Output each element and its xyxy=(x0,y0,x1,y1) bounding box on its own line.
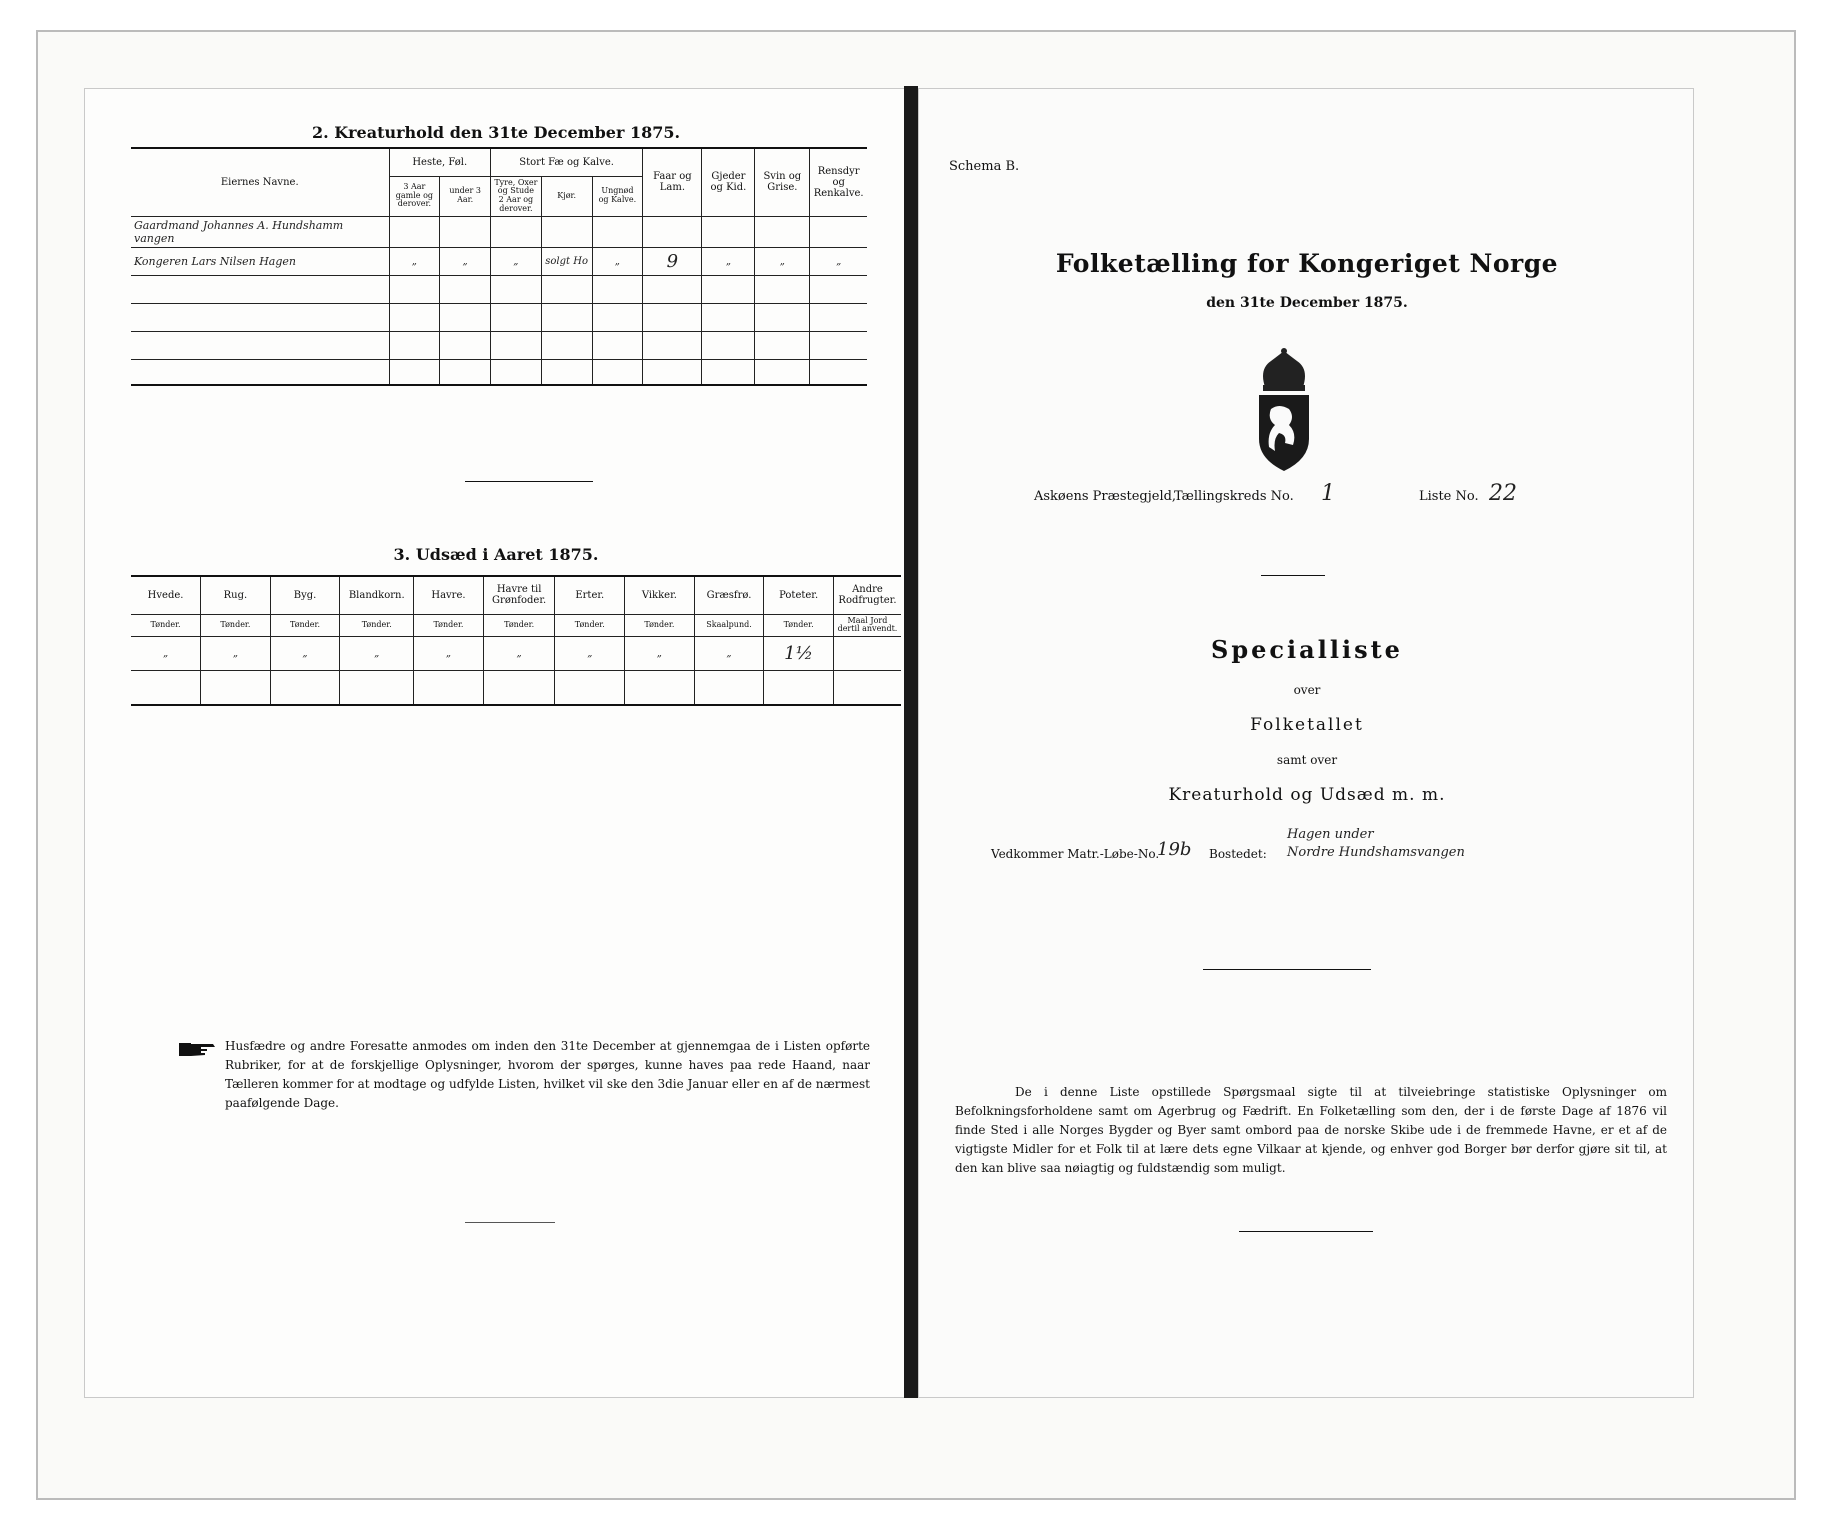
samt-over-text: samt over xyxy=(1276,753,1338,767)
goats-header: Gjeder og Kid. xyxy=(702,148,755,216)
horses-group-header: Heste, Føl. xyxy=(389,148,491,176)
col-owner-header: Eiernes Navne. xyxy=(131,148,389,216)
root-crops-header: Andre Rodfrugter. xyxy=(833,576,901,614)
mixed-grain-header: Blandkorn. xyxy=(340,576,414,614)
divider xyxy=(465,481,593,482)
bosted-label: Bostedet: xyxy=(1209,847,1267,861)
owner-name-cell: Kongeren Lars Nilsen Hagen xyxy=(131,247,389,275)
peas-header: Erter. xyxy=(555,576,625,614)
unit-cell: Tønder. xyxy=(414,614,484,637)
value-cell: „ xyxy=(592,247,643,275)
unit-cell: Skaalpund. xyxy=(694,614,764,637)
value-cell: „ xyxy=(694,637,764,671)
value-cell: „ xyxy=(270,637,340,671)
unit-cell: Tønder. xyxy=(625,614,695,637)
unit-cell: Tønder. xyxy=(270,614,340,637)
unit-cell: Tønder. xyxy=(764,614,834,637)
divider xyxy=(1261,575,1325,576)
bosted-line1: Hagen under xyxy=(1287,827,1374,842)
value-cell: 9 xyxy=(643,247,702,275)
divider xyxy=(1239,1231,1373,1232)
section3-title: 3. Udsæd i Aaret 1875. xyxy=(393,545,599,564)
cows-header: Kjør. xyxy=(541,176,592,216)
seed-table xyxy=(131,575,901,706)
book-gutter xyxy=(904,86,918,1398)
parish-label: Askøens Præstegjeld, xyxy=(1034,489,1177,504)
value-cell: solgt Ho xyxy=(541,247,592,275)
value-cell: „ xyxy=(555,637,625,671)
date-line: den 31te December 1875. xyxy=(1206,295,1408,311)
folketallet-text: Folketallet xyxy=(1250,715,1364,735)
vetch-header: Vikker. xyxy=(625,576,695,614)
livestock-table xyxy=(131,147,867,386)
value-cell: „ xyxy=(340,637,414,671)
district-label: Tællingskreds No. xyxy=(1174,489,1294,504)
list-value: 22 xyxy=(1489,481,1517,506)
matr-label: Vedkommer Matr.-Løbe-No. xyxy=(991,847,1160,861)
oats-header: Havre. xyxy=(414,576,484,614)
owner-name-cell: Gaardmand Johannes A. Hundshamm vangen xyxy=(131,216,389,247)
right-page xyxy=(918,88,1694,1398)
value-cell: „ xyxy=(491,247,542,275)
value-cell xyxy=(833,637,901,671)
value-cell: 1½ xyxy=(764,637,834,671)
coat-of-arms-icon xyxy=(1249,347,1319,477)
value-cell: „ xyxy=(440,247,491,275)
value-cell: „ xyxy=(625,637,695,671)
unit-cell: Tønder. xyxy=(555,614,625,637)
rye-header: Rug. xyxy=(201,576,271,614)
main-title: Folketælling for Kongeriget Norge xyxy=(1055,249,1559,278)
body-text: De i denne Liste opstillede Spørgsmaal sigte til at tilveiebringe statistiske Oplysninger om Befolkningsforholdene samt om Agerbrug og Fædrift. En Folketælling som den, der i de første Dage af 1876 vil finde Sted i alle Norges Bygder og Byer samt ombord paa de norske Skibe ude i de fremmede Havne, er et af de vigtigste Midler for et Folk til at lære dets egne Vilkaar at kjende, og enhver god Borger bør derfor gjøre sit til, at den kan blive saa nøiagtig og fuldstændig som muligt. xyxy=(955,1085,1667,1175)
wheat-header: Hvede. xyxy=(131,576,201,614)
oxen-header: Tyre, Oxer og Stude 2 Aar og derover. xyxy=(491,176,542,216)
value-cell: „ xyxy=(389,247,440,275)
pointing-hand-icon xyxy=(177,1039,217,1059)
grass-seed-header: Græsfrø. xyxy=(694,576,764,614)
barley-header: Byg. xyxy=(270,576,340,614)
unit-cell: Tønder. xyxy=(131,614,201,637)
table-row xyxy=(131,637,901,671)
special-title: Specialliste xyxy=(1211,635,1403,664)
unit-cell: Tønder. xyxy=(340,614,414,637)
kreatur-line: Kreaturhold og Udsæd m. m. xyxy=(1168,785,1446,805)
cattle-group-header: Stort Fæ og Kalve. xyxy=(491,148,643,176)
unit-cell: Tønder. xyxy=(201,614,271,637)
notice-text: Husfædre og andre Foresatte anmodes om inden den 31te December at gjennemgaa de i Listen opførte Rubriker, for at de forskjellige Oplysninger, hvorom der spørges, kunne haves paa rede Haand, naar Tælleren kommer for at modtage og udfylde Listen, hvilket vil ske den 3die Januar eller en af de nærmest paafølgende Dage. xyxy=(225,1039,870,1110)
young-cattle-header: Ungnød og Kalve. xyxy=(592,176,643,216)
table-row xyxy=(131,216,867,247)
list-label: Liste No. xyxy=(1419,489,1479,504)
green-fodder-header: Havre til Grønfoder. xyxy=(483,576,555,614)
pigs-header: Svin og Grise. xyxy=(755,148,810,216)
left-page xyxy=(84,88,906,1398)
schema-label: Schema B. xyxy=(949,159,1020,174)
horses-old-header: 3 Aar gamle og derover. xyxy=(389,176,440,216)
bosted-line2: Nordre Hundshamsvangen xyxy=(1287,845,1465,860)
potatoes-header: Poteter. xyxy=(764,576,834,614)
value-cell: „ xyxy=(201,637,271,671)
over-text: over xyxy=(1293,683,1321,697)
value-cell: „ xyxy=(702,247,755,275)
value-cell: „ xyxy=(810,247,867,275)
table-row xyxy=(131,247,867,275)
matr-value: 19b xyxy=(1157,839,1192,860)
value-cell: „ xyxy=(131,637,201,671)
section2-title: 2. Kreaturhold den 31te December 1875. xyxy=(311,123,681,142)
reindeer-header: Rensdyr og Renkalve. xyxy=(810,148,867,216)
divider xyxy=(465,1222,555,1223)
value-cell: „ xyxy=(755,247,810,275)
district-value: 1 xyxy=(1321,481,1335,506)
unit-cell: Maal Jord dertil anvendt. xyxy=(833,614,901,637)
value-cell: „ xyxy=(414,637,484,671)
divider xyxy=(1203,969,1371,970)
horses-young-header: under 3 Aar. xyxy=(440,176,491,216)
unit-cell: Tønder. xyxy=(483,614,555,637)
value-cell: „ xyxy=(483,637,555,671)
sheep-header: Faar og Lam. xyxy=(643,148,702,216)
